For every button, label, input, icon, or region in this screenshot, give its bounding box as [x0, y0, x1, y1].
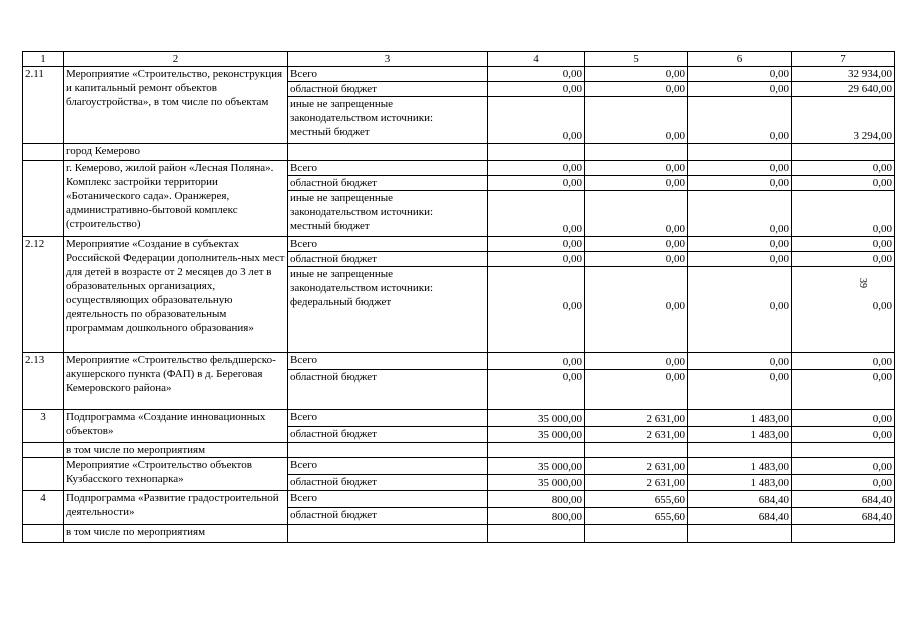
source-cell: областной бюджет — [288, 252, 488, 267]
empty-cell — [585, 525, 688, 543]
value-cell: 0,00 — [585, 237, 688, 252]
item-name: Мероприятие «Строительство фельдшерско-акушерского пункта (ФАП) в д. Береговая Кемеровского района» — [64, 353, 288, 410]
value-cell: 35 000,00 — [488, 475, 585, 491]
value-cell: 0,00 — [688, 176, 792, 191]
source-line: федеральный бюджет — [290, 296, 392, 308]
row-number — [23, 443, 64, 458]
source-cell: Всего — [288, 67, 488, 82]
value-cell: 0,00 — [488, 252, 585, 267]
value-cell: 32 934,00 — [792, 67, 895, 82]
value-cell: 0,00 — [585, 267, 688, 353]
empty-cell — [488, 443, 585, 458]
value-cell: 0,00 — [488, 237, 585, 252]
empty-cell — [688, 525, 792, 543]
value-cell: 0,00 — [688, 191, 792, 237]
source-cell: областной бюджет — [288, 508, 488, 525]
empty-cell — [288, 525, 488, 543]
item-name: г. Кемерово, жилой район «Лесная Поляна». Комплекс застройки территории «Ботанического сада». Оранжерея, административно-бытовой комплекс (строительство) — [64, 161, 288, 237]
row-number: 2.13 — [23, 353, 64, 410]
value-cell: 0,00 — [792, 370, 895, 410]
value-cell: 0,00 — [688, 82, 792, 97]
header-cell: 1 — [23, 52, 64, 67]
source-line: иные не запрещенные — [290, 268, 394, 280]
table-row — [23, 161, 895, 176]
page-number: 39 — [857, 278, 868, 288]
value-cell: 0,00 — [792, 458, 895, 475]
value-cell: 35 000,00 — [488, 410, 585, 427]
value-cell: 684,40 — [792, 508, 895, 525]
value-cell: 0,00 — [488, 191, 585, 237]
source-cell: областной бюджет — [288, 176, 488, 191]
table-row — [23, 410, 895, 427]
item-name: Мероприятие «Создание в субъектах Российской Федерации дополнитель-ных мест для детей в возрасте от 2 месяцев до 3 лет в образовательных организациях, осуществляющих образовательную деятельность по образовательным программам дошкольного образования» — [64, 237, 288, 353]
row-number — [23, 144, 64, 161]
row-number — [23, 458, 64, 491]
source-cell: областной бюджет — [288, 370, 488, 410]
value-cell: 2 631,00 — [585, 410, 688, 427]
value-cell: 0,00 — [585, 161, 688, 176]
header-cell: 6 — [688, 52, 792, 67]
header-cell: 5 — [585, 52, 688, 67]
value-cell: 1 483,00 — [688, 410, 792, 427]
source-line: законодательством источники: — [290, 282, 434, 294]
value-cell: 0,00 — [585, 252, 688, 267]
empty-cell — [288, 443, 488, 458]
value-cell: 35 000,00 — [488, 427, 585, 443]
row-number — [23, 161, 64, 237]
empty-cell — [488, 525, 585, 543]
value-cell: 0,00 — [688, 252, 792, 267]
value-cell: 0,00 — [488, 67, 585, 82]
value-cell: 800,00 — [488, 491, 585, 508]
value-cell: 0,00 — [688, 67, 792, 82]
empty-cell — [585, 443, 688, 458]
item-name: в том числе по мероприятиям — [64, 443, 288, 458]
table-row — [23, 491, 895, 508]
empty-cell — [585, 144, 688, 161]
source-cell: Всего — [288, 491, 488, 508]
table-row — [23, 237, 895, 252]
source-cell: Всего — [288, 353, 488, 370]
value-cell: 0,00 — [585, 353, 688, 370]
source-cell: областной бюджет — [288, 475, 488, 491]
source-cell: областной бюджет — [288, 82, 488, 97]
value-cell: 0,00 — [792, 161, 895, 176]
value-cell: 2 631,00 — [585, 427, 688, 443]
source-line: законодательством источники: — [290, 206, 434, 218]
value-cell: 0,00 — [792, 410, 895, 427]
source-cell: Всего — [288, 458, 488, 475]
value-cell: 655,60 — [585, 491, 688, 508]
value-cell: 35 000,00 — [488, 458, 585, 475]
empty-cell — [792, 443, 895, 458]
value-cell: 0,00 — [488, 267, 585, 353]
value-cell: 1 483,00 — [688, 458, 792, 475]
value-cell: 0,00 — [688, 353, 792, 370]
value-cell: 0,00 — [585, 370, 688, 410]
row-number: 2.12 — [23, 237, 64, 353]
value-cell: 0,00 — [792, 191, 895, 237]
value-cell: 0,00 — [585, 176, 688, 191]
source-line: местный бюджет — [290, 220, 370, 232]
source-cell: областной бюджет — [288, 427, 488, 443]
value-cell: 0,00 — [792, 427, 895, 443]
empty-cell — [288, 144, 488, 161]
value-cell: 0,00 — [488, 97, 585, 144]
item-name: Мероприятие «Строительство объектов Кузбасского технопарка» — [64, 458, 288, 491]
value-cell: 655,60 — [585, 508, 688, 525]
source-line: местный бюджет — [290, 126, 370, 138]
value-cell: 0,00 — [488, 82, 585, 97]
item-name: в том числе по мероприятиям — [64, 525, 288, 543]
source-line: иные не запрещенные — [290, 98, 394, 110]
table-row — [23, 144, 895, 161]
header-cell: 7 — [792, 52, 895, 67]
source-cell — [288, 267, 488, 353]
value-cell: 0,00 — [688, 370, 792, 410]
item-name: Подпрограмма «Создание инновационных объектов» — [64, 410, 288, 443]
value-cell: 0,00 — [688, 97, 792, 144]
value-cell: 684,40 — [688, 508, 792, 525]
value-cell: 0,00 — [688, 161, 792, 176]
item-name: Подпрограмма «Развитие градостроительной деятельности» — [64, 491, 288, 525]
header-cell: 3 — [288, 52, 488, 67]
value-cell: 1 483,00 — [688, 427, 792, 443]
value-cell: 684,40 — [792, 491, 895, 508]
value-cell: 0,00 — [792, 237, 895, 252]
value-cell: 0,00 — [585, 191, 688, 237]
value-cell: 2 631,00 — [585, 475, 688, 491]
table-row — [23, 353, 895, 370]
item-name: город Кемерово — [64, 144, 288, 161]
header-cell: 2 — [64, 52, 288, 67]
item-name: Мероприятие «Строительство, реконструкция и капитальный ремонт объектов благоустройства», в том числе по объектам — [64, 67, 288, 144]
value-cell: 29 640,00 — [792, 82, 895, 97]
source-cell: Всего — [288, 237, 488, 252]
value-cell: 0,00 — [488, 161, 585, 176]
row-number — [23, 525, 64, 543]
value-cell: 0,00 — [792, 353, 895, 370]
value-cell: 0,00 — [585, 82, 688, 97]
value-cell: 0,00 — [585, 67, 688, 82]
table-row — [23, 525, 895, 543]
value-cell: 0,00 — [488, 370, 585, 410]
empty-cell — [792, 144, 895, 161]
value-cell: 1 483,00 — [688, 475, 792, 491]
row-number: 3 — [23, 410, 64, 443]
empty-cell — [792, 525, 895, 543]
value-cell: 3 294,00 — [792, 97, 895, 144]
source-cell — [288, 97, 488, 144]
source-cell: Всего — [288, 161, 488, 176]
source-cell — [288, 191, 488, 237]
header-row — [23, 52, 895, 67]
empty-cell — [688, 144, 792, 161]
budget-table — [22, 51, 895, 543]
value-cell: 0,00 — [688, 267, 792, 353]
table-row — [23, 458, 895, 475]
value-cell: 0,00 — [792, 475, 895, 491]
row-number: 4 — [23, 491, 64, 525]
value-cell: 0,00 — [585, 97, 688, 144]
source-cell: Всего — [288, 410, 488, 427]
header-cell: 4 — [488, 52, 585, 67]
table-row — [23, 443, 895, 458]
value-cell: 800,00 — [488, 508, 585, 525]
row-number: 2.11 — [23, 67, 64, 144]
source-line: иные не запрещенные — [290, 192, 394, 204]
value-cell: 2 631,00 — [585, 458, 688, 475]
value-cell: 0,00 — [792, 252, 895, 267]
value-cell: 684,40 — [688, 491, 792, 508]
source-line: законодательством источники: — [290, 112, 434, 124]
empty-cell — [688, 443, 792, 458]
value-cell: 0,00 — [488, 176, 585, 191]
empty-cell — [488, 144, 585, 161]
value-cell: 0,00 — [688, 237, 792, 252]
table-row — [23, 67, 895, 82]
value-cell: 0,00 — [488, 353, 585, 370]
value-cell: 0,00 — [792, 176, 895, 191]
value-cell: 0,00 — [792, 267, 895, 353]
